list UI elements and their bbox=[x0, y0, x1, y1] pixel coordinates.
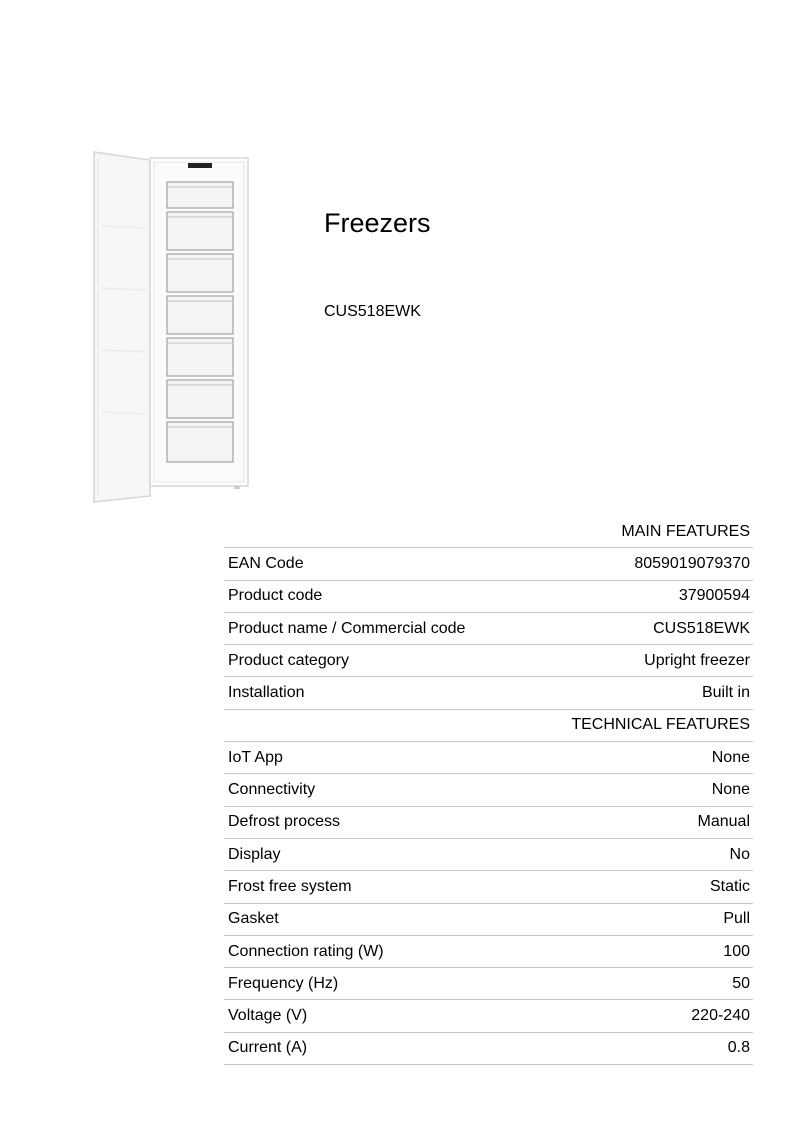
spec-row-connectivity bbox=[224, 774, 753, 806]
spec-value: 0.8 bbox=[525, 1032, 753, 1064]
spec-row-frost-free-system bbox=[224, 871, 753, 903]
spec-label: Connection rating (W) bbox=[224, 935, 525, 967]
section-title: TECHNICAL FEATURES bbox=[525, 709, 753, 741]
spec-row-installation bbox=[224, 677, 753, 709]
spec-value: 100 bbox=[525, 935, 753, 967]
spec-row-connection-rating bbox=[224, 935, 753, 967]
spec-value: 220-240 bbox=[525, 1000, 753, 1032]
spec-value: No bbox=[525, 838, 753, 870]
spec-label: EAN Code bbox=[224, 548, 525, 580]
spec-label: Frequency (Hz) bbox=[224, 968, 525, 1000]
spec-row-display bbox=[224, 838, 753, 870]
product-model: CUS518EWK bbox=[324, 303, 421, 320]
spec-value: Pull bbox=[525, 903, 753, 935]
spec-label: Product code bbox=[224, 580, 525, 612]
spec-label: Product name / Commercial code bbox=[224, 612, 525, 644]
spec-row-voltage bbox=[224, 1000, 753, 1032]
spec-row-iot-app bbox=[224, 742, 753, 774]
spec-value: 50 bbox=[525, 968, 753, 1000]
section-title: MAIN FEATURES bbox=[525, 516, 753, 548]
spec-value: Built in bbox=[525, 677, 753, 709]
spec-value: 8059019079370 bbox=[525, 548, 753, 580]
spec-row-defrost-process bbox=[224, 806, 753, 838]
section-header-technical-features bbox=[224, 709, 753, 741]
spec-label: Frost free system bbox=[224, 871, 525, 903]
spec-label: Defrost process bbox=[224, 806, 525, 838]
spec-value: 37900594 bbox=[525, 580, 753, 612]
spec-value: None bbox=[525, 742, 753, 774]
spec-label: Current (A) bbox=[224, 1032, 525, 1064]
spec-value: None bbox=[525, 774, 753, 806]
spec-value: CUS518EWK bbox=[525, 612, 753, 644]
spec-value: Upright freezer bbox=[525, 645, 753, 677]
spec-table bbox=[224, 516, 753, 1065]
spec-value: Static bbox=[525, 871, 753, 903]
spec-row-product-category bbox=[224, 645, 753, 677]
spec-row-gasket bbox=[224, 903, 753, 935]
spec-label: Installation bbox=[224, 677, 525, 709]
spec-row-product-name bbox=[224, 612, 753, 644]
spec-label: Gasket bbox=[224, 903, 525, 935]
spec-value: Manual bbox=[525, 806, 753, 838]
section-header-main-features bbox=[224, 516, 753, 548]
product-image bbox=[88, 146, 254, 506]
spec-label: Voltage (V) bbox=[224, 1000, 525, 1032]
spec-label: IoT App bbox=[224, 742, 525, 774]
spec-row-frequency bbox=[224, 968, 753, 1000]
spec-row-ean-code bbox=[224, 548, 753, 580]
spec-label: Connectivity bbox=[224, 774, 525, 806]
spec-row-product-code bbox=[224, 580, 753, 612]
page-title: Freezers bbox=[324, 208, 431, 238]
spec-row-current bbox=[224, 1032, 753, 1064]
spec-label: Display bbox=[224, 838, 525, 870]
spec-label: Product category bbox=[224, 645, 525, 677]
upright-freezer-icon bbox=[88, 146, 254, 506]
